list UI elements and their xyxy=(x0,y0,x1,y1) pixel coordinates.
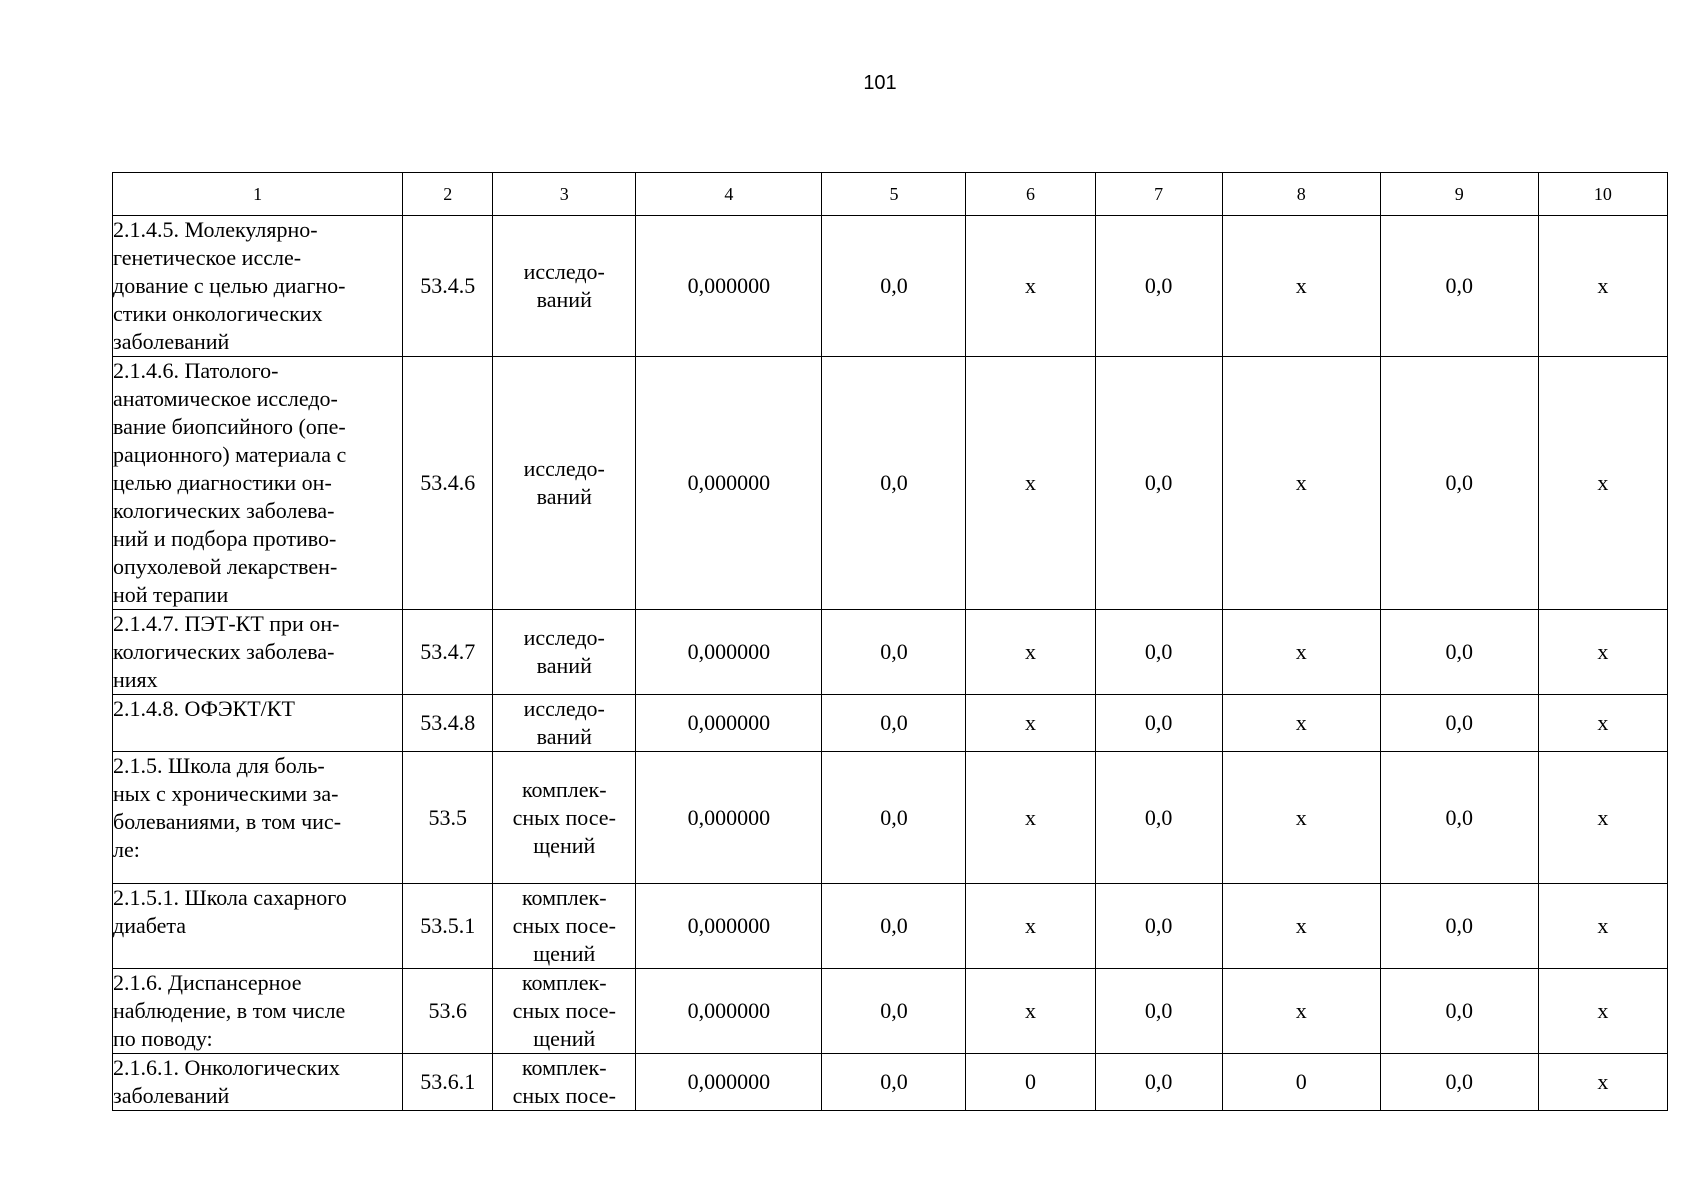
header-cell-5: 5 xyxy=(822,173,966,216)
table-row xyxy=(113,969,1668,1054)
cell-c9: 0,0 xyxy=(1380,752,1538,884)
cell-c8: х xyxy=(1222,969,1380,1054)
cell-unit-line: исследо- xyxy=(523,696,605,721)
table-row xyxy=(113,695,1668,752)
cell-unit xyxy=(493,752,636,884)
cell-c5: 0,0 xyxy=(822,216,966,357)
cell-c9: 0,0 xyxy=(1380,884,1538,969)
cell-c9: 0,0 xyxy=(1380,1054,1538,1111)
cell-c8: х xyxy=(1222,695,1380,752)
cell-c4: 0,000000 xyxy=(636,1054,822,1111)
cell-unit xyxy=(493,969,636,1054)
cell-unit xyxy=(493,1054,636,1111)
cell-c8: х xyxy=(1222,216,1380,357)
cell-c8: 0 xyxy=(1222,1054,1380,1111)
header-cell-1: 1 xyxy=(113,173,403,216)
cell-c7: 0,0 xyxy=(1095,884,1222,969)
cell-unit-line: исследо- xyxy=(523,625,605,650)
cell-unit-line: ваний xyxy=(536,653,592,678)
cell-c6: х xyxy=(966,695,1095,752)
table-row xyxy=(113,884,1668,969)
page-number: 101 xyxy=(863,72,897,94)
cell-c9: 0,0 xyxy=(1380,216,1538,357)
cell-unit-line: ваний xyxy=(536,724,592,749)
cell-unit xyxy=(493,610,636,695)
cell-c5: 0,0 xyxy=(822,752,966,884)
cell-c10: х xyxy=(1538,969,1667,1054)
table-row xyxy=(113,357,1668,610)
header-cell-2: 2 xyxy=(403,173,493,216)
cell-unit-line: ваний xyxy=(536,287,592,312)
cell-unit-line: комплек- xyxy=(521,1055,607,1080)
cell-c5: 0,0 xyxy=(822,695,966,752)
table-row xyxy=(113,216,1668,357)
cell-c7: 0,0 xyxy=(1095,357,1222,610)
cell-c4: 0,000000 xyxy=(636,969,822,1054)
cell-unit-line: сных посе- xyxy=(512,1083,616,1108)
cell-c5: 0,0 xyxy=(822,610,966,695)
cell-code: 53.6 xyxy=(403,969,493,1054)
header-cell-8: 8 xyxy=(1222,173,1380,216)
cell-c8: х xyxy=(1222,884,1380,969)
cell-c10: х xyxy=(1538,1054,1667,1111)
cell-unit-line: ваний xyxy=(536,484,592,509)
cell-unit xyxy=(493,884,636,969)
cell-name: 2.1.4.8. ОФЭКТ/КТ xyxy=(113,695,403,752)
cell-code: 53.4.6 xyxy=(403,357,493,610)
cell-c7: 0,0 xyxy=(1095,695,1222,752)
cell-c9: 0,0 xyxy=(1380,357,1538,610)
cell-c5: 0,0 xyxy=(822,884,966,969)
header-cell-3: 3 xyxy=(493,173,636,216)
cell-c7: 0,0 xyxy=(1095,610,1222,695)
cell-name: 2.1.6. Диспансерное наблюдение, в том числе по поводу: xyxy=(113,969,403,1054)
table-row xyxy=(113,1054,1668,1111)
cell-c10: х xyxy=(1538,357,1667,610)
header-cell-9: 9 xyxy=(1380,173,1538,216)
cell-name: 2.1.6.1. Онкологических заболеваний xyxy=(113,1054,403,1111)
cell-name: 2.1.4.5. Молекулярно- генетическое иссле- дование с целью диагно- стики онкологических заболеваний xyxy=(113,216,403,357)
cell-c6: х xyxy=(966,216,1095,357)
cell-unit-line: исследо- xyxy=(523,259,605,284)
cell-unit xyxy=(493,695,636,752)
cell-c10: х xyxy=(1538,752,1667,884)
cell-unit xyxy=(493,357,636,610)
cell-c4: 0,000000 xyxy=(636,216,822,357)
cell-c4: 0,000000 xyxy=(636,695,822,752)
cell-c6: х xyxy=(966,610,1095,695)
cell-unit-line: комплек- xyxy=(521,970,607,995)
cell-c4: 0,000000 xyxy=(636,752,822,884)
header-cell-10: 10 xyxy=(1538,173,1667,216)
cell-unit-line: сных посе- xyxy=(512,804,616,830)
table-row xyxy=(113,752,1668,884)
cell-c10: х xyxy=(1538,695,1667,752)
cell-c7: 0,0 xyxy=(1095,1054,1222,1111)
cell-name: 2.1.5. Школа для боль- ных с хроническими за- болеваниями, в том чис- ле: xyxy=(113,752,403,884)
cell-c8: х xyxy=(1222,357,1380,610)
cell-c9: 0,0 xyxy=(1380,610,1538,695)
cell-c6: х xyxy=(966,752,1095,884)
cell-c6: 0 xyxy=(966,1054,1095,1111)
cell-c5: 0,0 xyxy=(822,969,966,1054)
cell-unit-line: щений xyxy=(533,832,596,858)
cell-c4: 0,000000 xyxy=(636,357,822,610)
cell-unit-line: сных посе- xyxy=(512,913,616,938)
cell-name: 2.1.4.7. ПЭТ-КТ при он- кологических заболева- ниях xyxy=(113,610,403,695)
header-row xyxy=(113,173,1668,216)
cell-c10: х xyxy=(1538,610,1667,695)
cell-unit-line: щений xyxy=(533,941,596,966)
cell-c10: х xyxy=(1538,216,1667,357)
cell-c7: 0,0 xyxy=(1095,216,1222,357)
cell-c6: х xyxy=(966,357,1095,610)
cell-c9: 0,0 xyxy=(1380,695,1538,752)
cell-unit-line: комплек- xyxy=(521,885,607,910)
cell-name: 2.1.4.6. Патолого- анатомическое исследо- вание биопсийного (опе- рационного) материала с целью диагностики он- кологических заболева- ний и подбора противо- опухолевой лекарствен- ной терапии xyxy=(113,357,403,610)
cell-code: 53.4.8 xyxy=(403,695,493,752)
cell-unit-line: комплек- xyxy=(521,776,607,802)
header-cell-4: 4 xyxy=(636,173,822,216)
cell-code: 53.4.5 xyxy=(403,216,493,357)
cell-c8: х xyxy=(1222,752,1380,884)
cell-unit-line: исследо- xyxy=(523,456,605,481)
cell-name: 2.1.5.1. Школа сахарного диабета xyxy=(113,884,403,969)
cell-code: 53.4.7 xyxy=(403,610,493,695)
cell-unit-line: щений xyxy=(533,1026,596,1051)
cell-c5: 0,0 xyxy=(822,1054,966,1111)
header-cell-6: 6 xyxy=(966,173,1095,216)
cell-c6: х xyxy=(966,969,1095,1054)
cell-c5: 0,0 xyxy=(822,357,966,610)
table-row xyxy=(113,610,1668,695)
cell-unit-line: сных посе- xyxy=(512,998,616,1023)
cell-c4: 0,000000 xyxy=(636,610,822,695)
cell-c8: х xyxy=(1222,610,1380,695)
cell-c6: х xyxy=(966,884,1095,969)
cell-c4: 0,000000 xyxy=(636,884,822,969)
cell-unit xyxy=(493,216,636,357)
cell-code: 53.5 xyxy=(403,752,493,884)
cell-c10: х xyxy=(1538,884,1667,969)
header-cell-7: 7 xyxy=(1095,173,1222,216)
cell-code: 53.6.1 xyxy=(403,1054,493,1111)
cell-c7: 0,0 xyxy=(1095,969,1222,1054)
data-table xyxy=(112,172,1668,1111)
cell-code: 53.5.1 xyxy=(403,884,493,969)
cell-c9: 0,0 xyxy=(1380,969,1538,1054)
cell-c7: 0,0 xyxy=(1095,752,1222,884)
